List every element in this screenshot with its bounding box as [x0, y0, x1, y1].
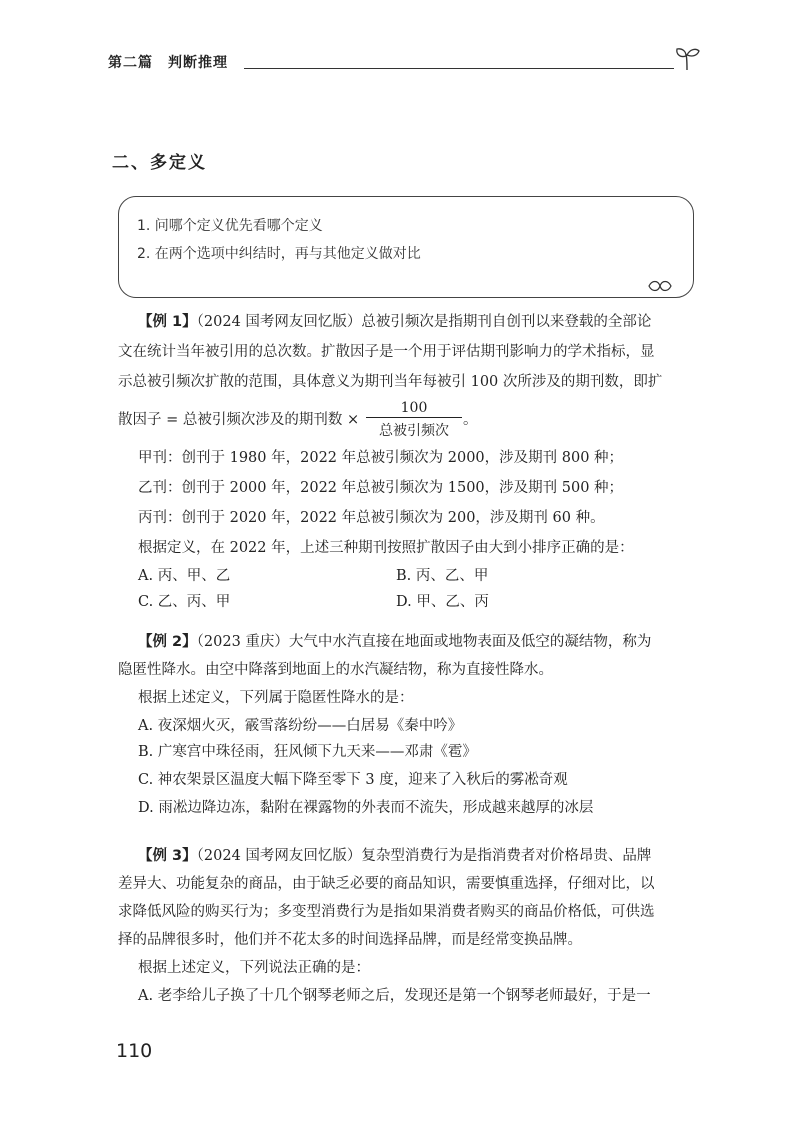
example2-line2: 隐匿性降水。由空中降落到地面上的水汽凝结物，称为直接性降水。	[118, 662, 553, 678]
example1-line1: 【例 1】（2024 国考网友回忆版）总被引频次是指期刊自创刊以来登载的全部论	[138, 314, 652, 330]
journal-a: 甲刊：创刊于 1980 年，2022 年总被引频次为 2000，涉及期刊 800 种；	[138, 450, 624, 466]
tip-box	[118, 196, 694, 298]
formula-fraction	[366, 400, 462, 440]
running-header: 第二篇 判断推理	[108, 55, 228, 71]
option-b: B. 广寒宫中珠径雨，狂风倾下九天来——邓肃《雹》	[138, 744, 477, 760]
tip-item: 1. 问哪个定义优先看哪个定义	[137, 218, 323, 234]
section-title: 二、多定义	[112, 153, 207, 173]
option-a: A. 老李给儿子换了十几个钢琴老师之后，发现还是第一个钢琴老师最好，于是一	[138, 988, 651, 1004]
option-a: A. 丙、甲、乙	[138, 568, 231, 584]
example-tag: 【例 3】	[138, 848, 197, 864]
example3-line1: 【例 3】（2024 国考网友回忆版）复杂型消费行为是指消费者对价格昂贵、品牌	[138, 848, 652, 864]
example3-line2: 差异大、功能复杂的商品，由于缺乏必要的商品知识，需要慎重选择，仔细对比，以	[118, 876, 655, 892]
page-number: 110	[116, 1040, 153, 1062]
option-a: A. 夜深烟火灭，霰雪落纷纷——白居易《秦中吟》	[138, 718, 463, 734]
header-rule	[244, 68, 674, 69]
example-tag: 【例 1】	[138, 314, 197, 330]
example1-line2: 文在统计当年被引用的总次数。扩散因子是一个用于评估期刊影响力的学术指标，显	[118, 344, 655, 360]
option-d: D. 雨凇边降边冻，黏附在裸露物的外表而不流失，形成越来越厚的冰层	[138, 800, 594, 816]
option-c: C. 乙、丙、甲	[138, 594, 231, 610]
example3-line3: 求降低风险的购买行为；多变型消费行为是指如果消费者购买的商品价格低，可供选	[118, 904, 655, 920]
fraction-denominator: 总被引频次	[379, 423, 449, 439]
example3-line4: 择的品牌很多时，他们并不花太多的时间选择品牌，而是经常变换品牌。	[118, 932, 582, 948]
journal-c: 丙刊：创刊于 2020 年，2022 年总被引频次为 200，涉及期刊 60 种。	[138, 510, 605, 526]
option-d: D. 甲、乙、丙	[396, 594, 489, 610]
formula-suffix: 。	[463, 412, 478, 428]
option-c: C. 神农架景区温度大幅下降至零下 3 度，迎来了入秋后的雾凇奇观	[138, 772, 568, 788]
question: 根据定义，在 2022 年，上述三种期刊按照扩散因子由大到小排序正确的是：	[138, 540, 634, 556]
formula-prefix: 散因子 = 总被引频次涉及的期刊数 ×	[118, 412, 360, 428]
question: 根据上述定义，下列说法正确的是：	[138, 960, 370, 976]
example-tag: 【例 2】	[138, 634, 197, 650]
tip-item: 2. 在两个选项中纠结时，再与其他定义做对比	[137, 246, 421, 262]
fraction-numerator: 100	[366, 400, 462, 418]
option-b: B. 丙、乙、甲	[396, 568, 489, 584]
sprout-icon	[674, 44, 702, 72]
example1-line3: 示总被引频次扩散的范围，具体意义为期刊当年每被引 100 次所涉及的期刊数，即扩	[118, 374, 663, 390]
leaf-icon	[647, 279, 673, 293]
question: 根据上述定义，下列属于隐匿性降水的是：	[138, 690, 414, 706]
example2-line1: 【例 2】（2023 重庆）大气中水汽直接在地面或地物表面及低空的凝结物，称为	[138, 634, 652, 650]
journal-b: 乙刊：创刊于 2000 年，2022 年总被引频次为 1500，涉及期刊 500 种；	[138, 480, 624, 496]
